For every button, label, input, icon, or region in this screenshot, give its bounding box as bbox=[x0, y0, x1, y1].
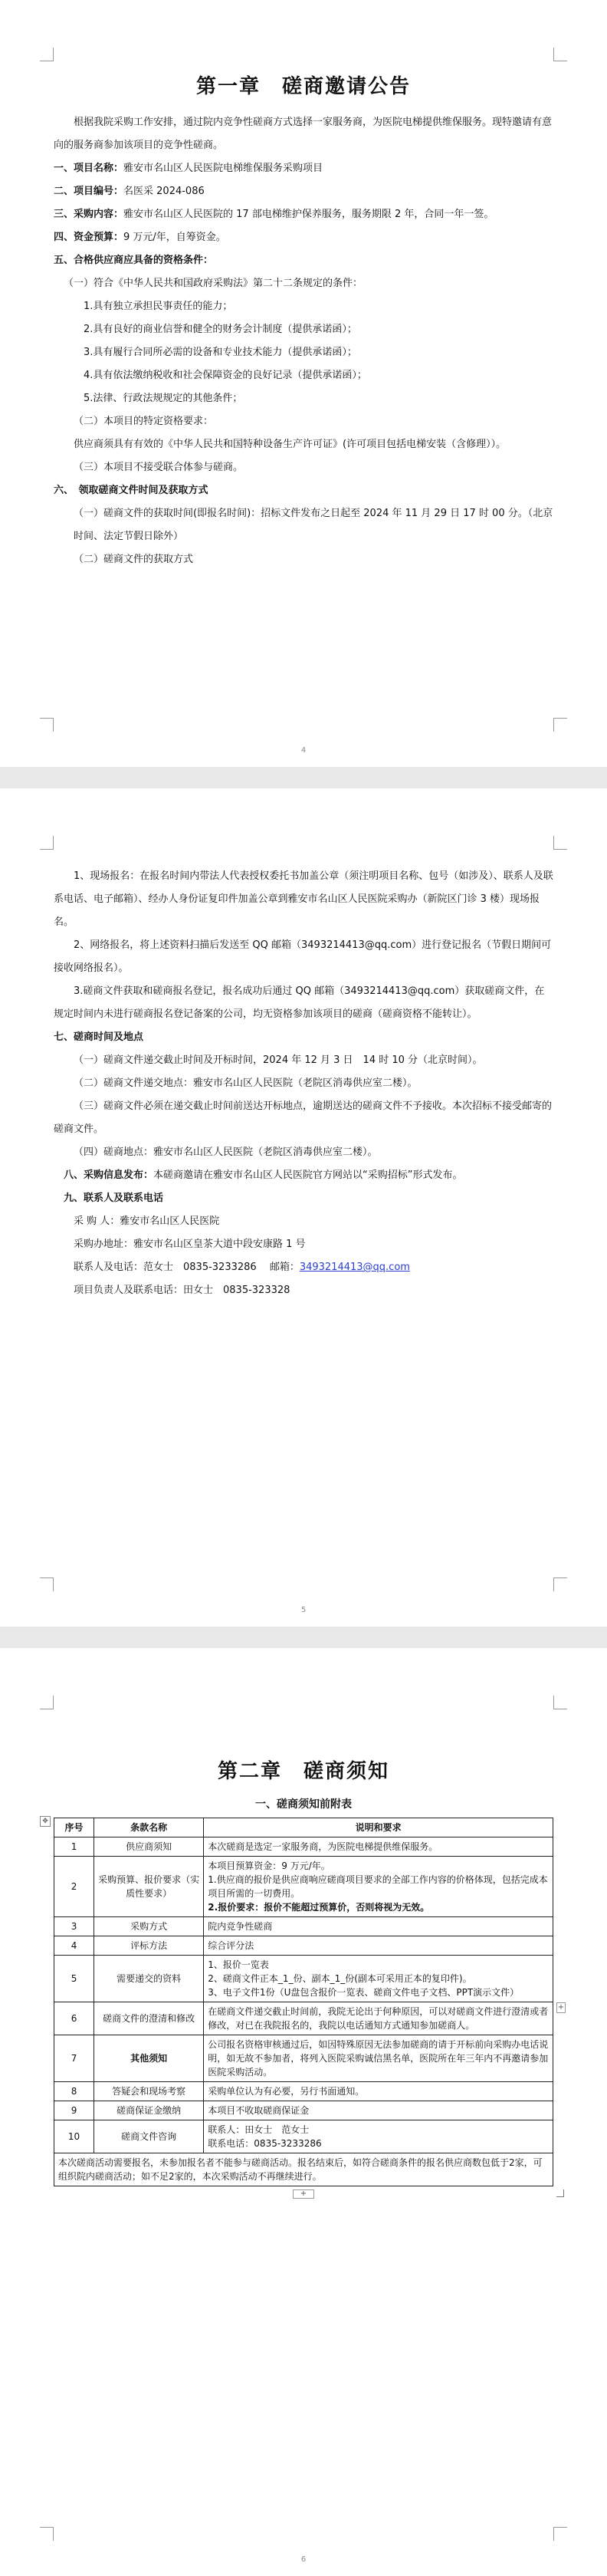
table-title: 一、磋商须知前附表 bbox=[255, 1798, 352, 1811]
page-number: 4 bbox=[300, 746, 307, 755]
row-number: 7 bbox=[54, 2035, 94, 2082]
table-footnote: 本次磋商活动需要报名，未参加报名者不能参与磋商活动。报名结束后，如符合磋商条件的报名供应商数包低于2家，可组织院内磋商活动；如不足2家的，本次采购活动不再继续进行。 bbox=[54, 2153, 553, 2186]
section-head: 四、资金预算： bbox=[54, 232, 124, 243]
table-row bbox=[54, 1936, 553, 1956]
row-number: 9 bbox=[54, 2101, 94, 2120]
office-address: 雅安市名山区皇茶大道中段安康路 1 号 bbox=[133, 1239, 306, 1250]
table-row bbox=[54, 2082, 553, 2101]
column-header: 说明和要求 bbox=[204, 1818, 553, 1837]
project-name: 雅安市名山区人民医院电梯维保服务采购项目 bbox=[123, 163, 323, 174]
info-release-line bbox=[54, 1164, 553, 1187]
consortium-rule: （三）本项目不接受联合体参与磋商。 bbox=[74, 462, 244, 473]
table-row bbox=[54, 2120, 553, 2153]
budget-line bbox=[54, 226, 553, 249]
contact-heading bbox=[54, 1187, 553, 1210]
budget-value: 9 万元/年，自筹资金。 bbox=[123, 232, 226, 243]
clause-description bbox=[204, 1936, 553, 1956]
page-2 bbox=[0, 788, 607, 1627]
clause-name: 采购预算、报价要求（实质性要求） bbox=[94, 1857, 204, 1917]
office-address-line bbox=[54, 1233, 553, 1256]
condition-item: 5.法律、行政法规规定的其他条件； bbox=[84, 393, 243, 404]
section-head: 八、采购信息发布： bbox=[64, 1170, 154, 1181]
procurement-content-line bbox=[54, 203, 553, 226]
email-text: 3493214413@qq.com bbox=[344, 985, 455, 997]
clause-description bbox=[204, 1837, 553, 1857]
clause-description bbox=[204, 1956, 553, 2002]
contact-value: 范女士 0835-3233286 邮箱： bbox=[143, 1262, 300, 1273]
condition-item: 1.具有独立承担民事责任的能力； bbox=[84, 301, 233, 312]
row-number: 10 bbox=[54, 2120, 94, 2153]
column-header: 序号 bbox=[54, 1818, 94, 1837]
clause-name: 其他须知 bbox=[94, 2035, 204, 2082]
project-number: 名医采 2024-086 bbox=[123, 186, 205, 197]
submission-place: （二）磋商文件递交地点：雅安市名山区人民医院（老院区消毒供应室二楼）。 bbox=[74, 1077, 418, 1089]
clause-name: 需要递交的资料 bbox=[94, 1956, 204, 2002]
acquisition-time: （一）磋商文件的获取时间(即报名时间)：招标文件发布之日起至 2024 年 11 月 29 日 17 时 00 分。（北京时间、法定节假日除外） bbox=[74, 508, 553, 542]
crop-mark bbox=[40, 1696, 54, 1709]
page-3 bbox=[0, 1648, 607, 2576]
clause-description bbox=[204, 2082, 553, 2101]
add-row-icon[interactable]: + bbox=[293, 2189, 314, 2199]
time-place-heading bbox=[54, 1026, 553, 1049]
crop-mark bbox=[40, 718, 54, 732]
office-label: 采购办地址： bbox=[74, 1239, 134, 1250]
acquisition-method-heading: （二）磋商文件的获取方式 bbox=[74, 554, 194, 565]
clause-description bbox=[204, 2002, 553, 2035]
clause-description bbox=[204, 2101, 553, 2120]
table-row bbox=[54, 2002, 553, 2035]
page-number: 5 bbox=[300, 1606, 307, 1614]
qualification-heading bbox=[54, 249, 553, 272]
project-number-line bbox=[54, 180, 553, 203]
description-line: 在磋商文件递交截止时间前，我院无论出于何种原因，可以对磋商文件进行澄清或者修改，对已在我院报名的，我院以电话通知方式通知参加磋商人。 bbox=[208, 2006, 549, 2031]
intro-paragraph: 根据我院采购工作安排，通过院内竞争性磋商方式选择一家服务商，为医院电梯提供维保服务。现特邀请有意向的服务商参加该项目的竞争性磋商。 bbox=[54, 117, 553, 151]
row-number: 1 bbox=[54, 1837, 94, 1857]
table-header-row bbox=[54, 1818, 553, 1837]
notice-table-wrapper bbox=[42, 1818, 565, 2198]
description-line: 联系电话：0835-3233286 bbox=[208, 2138, 322, 2149]
buyer-label: 采 购 人： bbox=[74, 1216, 120, 1227]
table-footnote-row bbox=[54, 2153, 553, 2186]
leader-line bbox=[54, 1279, 553, 1302]
table-row bbox=[54, 1917, 553, 1936]
description-line: 本项目不收取磋商保证金 bbox=[208, 2105, 310, 2116]
contact-label: 联系人及电话： bbox=[74, 1262, 144, 1273]
add-column-icon[interactable]: + bbox=[557, 2002, 565, 2012]
clause-description bbox=[204, 1857, 553, 1917]
section-head: 一、项目名称： bbox=[54, 163, 124, 174]
document-acquisition-rule bbox=[54, 980, 553, 1026]
leader-label: 项目负责人及联系电话： bbox=[74, 1285, 184, 1296]
contact-line bbox=[54, 1256, 553, 1279]
crop-mark bbox=[553, 2527, 567, 2541]
row-number: 8 bbox=[54, 2082, 94, 2101]
description-line: 本次磋商是选定一家服务商，为医院电梯提供维保服务。 bbox=[208, 1841, 438, 1852]
crop-mark bbox=[40, 836, 54, 850]
project-name-line bbox=[54, 157, 553, 180]
description-line: 3、电子文件1份（U盘包含报价一览表、磋商文件电子文档、PPT演示文件） bbox=[208, 1987, 520, 1998]
clause-name: 答疑会和现场考察 bbox=[94, 2082, 204, 2101]
row-number: 2 bbox=[54, 1857, 94, 1917]
row-number: 6 bbox=[54, 2002, 94, 2035]
email-link[interactable]: 3493214413@qq.com bbox=[299, 1262, 410, 1273]
clause-description bbox=[204, 2120, 553, 2153]
info-release: 本磋商邀请在雅安市名山区人民医院官方网站以“采购招标”形式发布。 bbox=[153, 1170, 463, 1181]
clause-name: 磋商文件咨询 bbox=[94, 2120, 204, 2153]
row-number: 4 bbox=[54, 1936, 94, 1956]
section-head: 五、合格供应商应具备的资格条件： bbox=[54, 255, 214, 266]
condition-item: 3.具有履行合同所必需的设备和专业技术能力（提供承诺函）； bbox=[84, 347, 357, 358]
section-head: 二、项目编号： bbox=[54, 186, 124, 197]
description-line: 2、磋商文件正本_1_份、副本_1_份(副本可采用正本的复印件)。 bbox=[208, 1973, 472, 1984]
table-row bbox=[54, 1956, 553, 2002]
condition-item: 2.具有良好的商业信誉和健全的财务会计制度（提供承诺函）； bbox=[84, 324, 357, 335]
document-acquisition-heading bbox=[54, 479, 553, 502]
clause-description bbox=[204, 2035, 553, 2082]
notice-table bbox=[54, 1818, 553, 2186]
buyer-line bbox=[54, 1210, 553, 1233]
late-submission-rule: （三）磋商文件必须在递交截止时间前送达开标地点，逾期送达的磋商文件不予接收。本次招标不接受邮寄的磋商文件。 bbox=[54, 1100, 553, 1135]
description-line: 采购单位认为有必要，另行书面通知。 bbox=[208, 2086, 365, 2097]
crop-mark bbox=[553, 1578, 567, 1591]
specific-qualification: 供应商须具有有效的《中华人民共和国特种设备生产许可证》(许可项目包括电梯安装（含修理））。 bbox=[74, 439, 507, 450]
column-header: 条款名称 bbox=[94, 1818, 204, 1837]
description-line: 1、报价一览表 bbox=[208, 1959, 269, 1970]
description-line: 本项目预算资金：9 万元/年。 bbox=[208, 1860, 330, 1871]
clause-name: 采购方式 bbox=[94, 1917, 204, 1936]
qualification-intro: （一）符合《中华人民共和国政府采购法》第二十二条规定的条件： bbox=[64, 278, 363, 289]
clause-name: 供应商须知 bbox=[94, 1837, 204, 1857]
page-number: 6 bbox=[300, 2555, 307, 2564]
crop-mark bbox=[553, 836, 567, 850]
description-line: 综合评分法 bbox=[208, 1940, 254, 1951]
crop-mark bbox=[553, 718, 567, 732]
onsite-registration: 1、现场报名：在报名时间内带法人代表授权委托书加盖公章（须注明项目名称、包号（如涉及）、联系人及联系电话、电子邮箱）、经办人身份证复印件加盖公章到雅安市名山区人民医院采购办（新院区门诊 3 楼）现场报名。 bbox=[54, 870, 553, 928]
deadline-item: （一）磋商文件递交截止时间及开标时间，2024 年 12 月 3 日 14 时 10 分（北京时间）。 bbox=[74, 1054, 483, 1066]
section-head: 九、联系人及联系电话 bbox=[64, 1193, 164, 1204]
crop-mark bbox=[553, 1696, 567, 1709]
procurement-content: 雅安市名山区人民医院的 17 部电梯维护保养服务，服务期限 2 年，合同一年一签。 bbox=[123, 209, 494, 220]
row-number: 3 bbox=[54, 1917, 94, 1936]
table-row bbox=[54, 2101, 553, 2120]
leader-value: 田女士 0835-323328 bbox=[183, 1285, 290, 1296]
section-head: 七、磋商时间及地点 bbox=[54, 1031, 144, 1043]
text-span: ）获取磋商文件，在规定时间内未进行磋商报名登记备案的公司，均无资格参加该项目的磋商（磋商资格不能转让）。 bbox=[54, 985, 545, 1020]
buyer-name: 雅安市名山区人民医院 bbox=[120, 1216, 220, 1227]
text-span: 2、网络报名，将上述资料扫描后发送至 QQ 邮箱（ bbox=[74, 939, 302, 951]
text-span: ）进行登记报名（节假日期间可接收网络报名）。 bbox=[54, 939, 552, 974]
text-span: 3.磋商文件获取和磋商报名登记，报名成功后通过 QQ 邮箱（ bbox=[74, 985, 345, 997]
table-row bbox=[54, 2035, 553, 2082]
description-line: 公司报名资格审核通过后，如因特殊原因无法参加磋商的请于开标前向采购办电话说明，如无故不参加者，将列入医院采购诚信黑名单，医院所在年三年内不再邀请参加医院采购活动。 bbox=[208, 2039, 549, 2078]
description-line: 联系人：田女士 范女士 bbox=[208, 2124, 310, 2135]
table-row bbox=[54, 1857, 553, 1917]
clause-name: 磋商文件的澄清和修改 bbox=[94, 2002, 204, 2035]
online-registration bbox=[54, 934, 553, 980]
chapter-title: 第一章 磋商邀请公告 bbox=[195, 75, 411, 98]
clause-name: 评标方法 bbox=[94, 1936, 204, 1956]
condition-item: 4.具有依法缴纳税收和社会保障资金的良好记录（提供承诺函）； bbox=[84, 370, 367, 381]
description-line-bold: 2.报价要求：报价不能超过预算价，否则将视为无效。 bbox=[208, 1902, 430, 1913]
crop-mark bbox=[40, 2527, 54, 2541]
clause-description bbox=[204, 1917, 553, 1936]
description-line: 1.供应商的报价是供应商响应磋商项目要求的全部工作内容的价格体现，包括完成本项目所需的一切费用。 bbox=[208, 1874, 548, 1899]
table-move-handle-icon[interactable]: ✥ bbox=[40, 1816, 51, 1827]
crop-mark bbox=[553, 48, 567, 61]
table-row bbox=[54, 1837, 553, 1857]
table-resize-handle-icon[interactable] bbox=[556, 2189, 564, 2197]
specific-qualification-heading: （二）本项目的特定资格要求： bbox=[74, 416, 214, 427]
section-head: 六、 领取磋商文件时间及获取方式 bbox=[54, 485, 208, 496]
chapter-title: 第二章 磋商须知 bbox=[217, 1760, 389, 1783]
row-number: 5 bbox=[54, 1956, 94, 2002]
section-head: 三、采购内容： bbox=[54, 209, 124, 220]
description-line: 院内竞争性磋商 bbox=[208, 1921, 273, 1932]
email-text: 3493214413@qq.com bbox=[301, 939, 412, 951]
crop-mark bbox=[40, 1578, 54, 1591]
clause-name: 磋商保证金缴纳 bbox=[94, 2101, 204, 2120]
negotiation-place: （四）磋商地点：雅安市名山区人民医院（老院区消毒供应室二楼）。 bbox=[74, 1147, 378, 1158]
crop-mark bbox=[40, 48, 54, 61]
page-1 bbox=[0, 0, 607, 767]
